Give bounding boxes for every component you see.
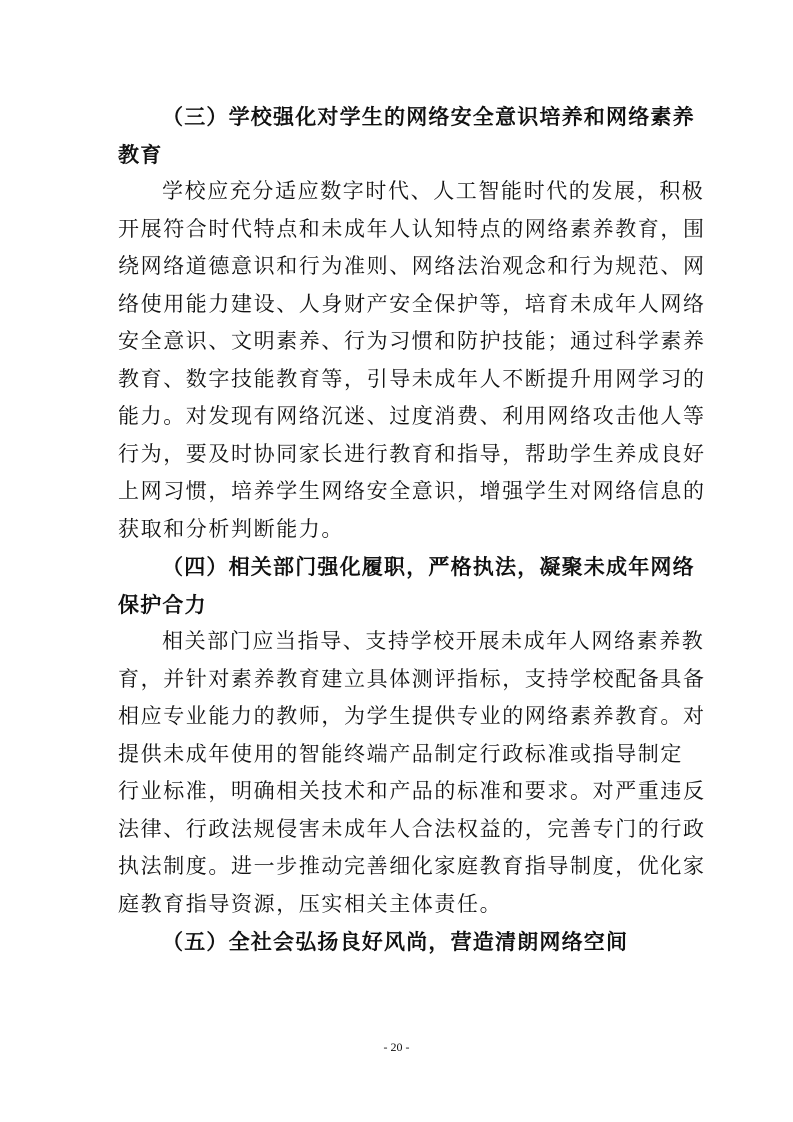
section-4-body-line: 育，并针对素养教育建立具体测评指标，支持学校配备具备 bbox=[118, 666, 706, 691]
section-4 bbox=[118, 548, 706, 923]
section-3-body-line: 开展符合时代特点和未成年人认知特点的网络素养教育，围 bbox=[118, 216, 706, 241]
section-4-body-line: 行业标准，明确相关技术和产品的标准和要求。对严重违反 bbox=[118, 779, 706, 803]
section-3-heading-line-1: （三）学校强化对学生的网络安全意识培养和网络素养 bbox=[162, 104, 695, 129]
section-3-body-line: 安全意识、文明素养、行为习惯和防护技能；通过科学素养 bbox=[118, 329, 706, 353]
section-4-body-line: 提供未成年使用的智能终端产品制定行政标准或指导制定 bbox=[118, 741, 683, 766]
section-3-body-line: 能力。对发现有网络沉迷、过度消费、利用网络攻击他人等 bbox=[118, 404, 706, 428]
section-3-heading-line-2: 教育 bbox=[118, 141, 163, 167]
section-3-body-line: 教育、数字技能教育等，引导未成年人不断提升用网学习的 bbox=[118, 366, 706, 391]
section-3-body-line: 获取和分析判断能力。 bbox=[118, 516, 344, 541]
section-3-body-line: 绕网络道德意识和行为准则、网络法治观念和行为规范、网 bbox=[118, 254, 706, 278]
section-4-body-line: 执法制度。进一步推动完善细化家庭教育指导制度，优化家 bbox=[118, 854, 706, 878]
section-3-body-line: 上网习惯，培养学生网络安全意识，增强学生对网络信息的 bbox=[118, 479, 706, 503]
page-number: - 20 - bbox=[383, 1040, 410, 1054]
section-3-body-line: 络使用能力建设、人身财产安全保护等，培育未成年人网络 bbox=[118, 291, 706, 316]
section-3 bbox=[118, 98, 706, 548]
section-4-heading-line-2: 保护合力 bbox=[118, 591, 207, 617]
section-4-body-line: 相应专业能力的教师，为学生提供专业的网络素养教育。对 bbox=[118, 704, 706, 728]
section-3-body-line: 行为，要及时协同家长进行教育和指导，帮助学生养成良好 bbox=[118, 441, 706, 466]
section-5-heading-line-1: （五）全社会弘扬良好风尚，营造清朗网络空间 bbox=[162, 929, 629, 954]
document-body bbox=[118, 98, 706, 961]
section-4-body-line: 相关部门应当指导、支持学校开展未成年人网络素养教 bbox=[162, 629, 705, 653]
section-4-heading-line-1: （四）相关部门强化履职，严格执法，凝聚未成年网络 bbox=[162, 554, 695, 579]
section-4-body-line: 庭教育指导资源，压实相关主体责任。 bbox=[118, 891, 503, 916]
section-5 bbox=[118, 923, 674, 961]
section-3-body-line: 学校应充分适应数字时代、人工智能时代的发展，积极 bbox=[162, 179, 705, 203]
section-4-body-line: 法律、行政法规侵害未成年人合法权益的，完善专门的行政 bbox=[118, 816, 706, 841]
